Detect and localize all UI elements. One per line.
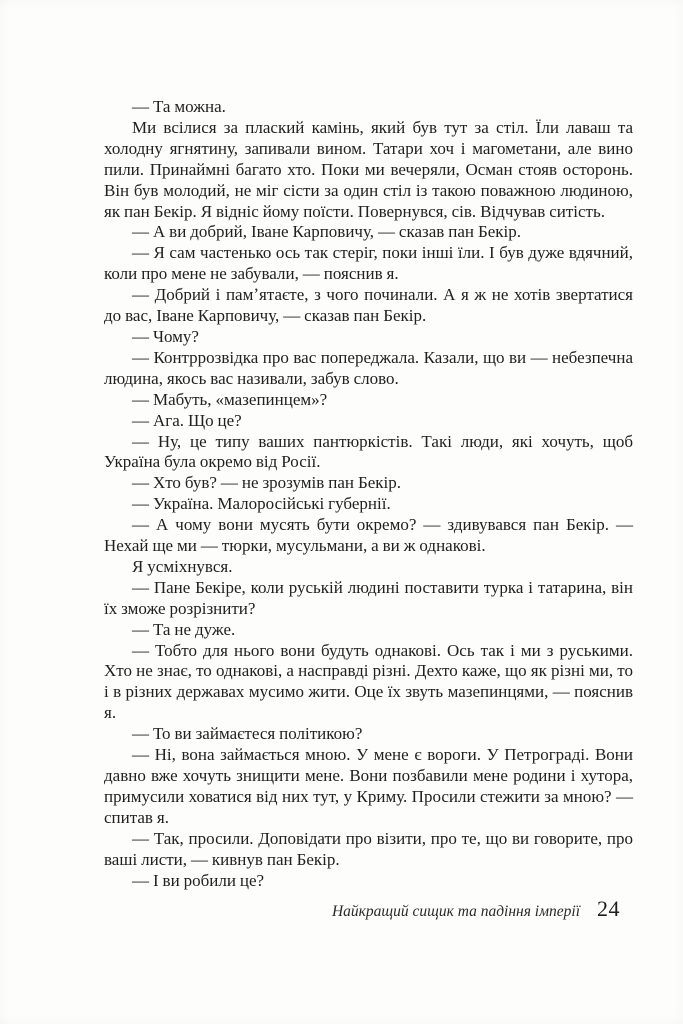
page-number: 24: [597, 896, 620, 921]
paragraph: — Мабуть, «мазепинцем»?: [132, 389, 328, 409]
paragraph: Я усміхнувся.: [132, 556, 233, 576]
paragraph: — Ні, вона займається мною. У мене є вороги. У Петрограді. Вони давно вже хочуть знищити мене. Вони позбавили мене родини і хутора, примусили ховатися від них тут, у Криму. Просили стежити за мною? — спитав я.: [104, 745, 633, 827]
paragraph: — Пане Бекіре, коли руській людині поставити турка і татарина, він їх зможе розрізнити?: [104, 577, 633, 618]
paragraph: — Хто був? — не зрозумів пан Бекір.: [132, 473, 401, 493]
paragraph: — А чому вони мусять бути окремо? — здивувався пан Бекір. — Нехай ще ми — тюрки, мусульмани, а ви ж однакові.: [104, 515, 633, 556]
paragraph: — Я сам частенько ось так стеріг, поки інші їли. І був дуже вдячний, коли про мене не забували, — пояснив я.: [104, 243, 633, 284]
paragraph: Ми всілися за плаский камінь, який був тут за стіл. Їли лаваш та холодну ягнятину, запивали вином. Татари хоч і магометани, але вино пили. Принаймні багато хто. Поки ми вечеряли, Осман стояв осторонь. Він був молодий, не міг сісти за один стіл із такою поважною людиною, як пан Бекір. Я відніс йому поїсти. Повернувся, сів. Відчував ситість.: [104, 117, 633, 221]
paragraph: — Тобто для нього вони будуть однакові. Ось так і ми з руськими. Хто не знає, то однакові, а насправді різні. Дехто каже, що як різні ми, то і в різних державах мусимо жити. Оце їх звуть мазепинцями, — пояснив я.: [104, 640, 633, 723]
paragraph: — То ви займаєтеся політикою?: [132, 724, 363, 744]
paragraph: — Україна. Малоросійські губернії.: [132, 494, 391, 514]
paragraph: — Ну, це типу ваших пантюркістів. Такі люди, які хочуть, щоб Україна була окремо від Росії.: [104, 431, 633, 472]
page-text: [104, 97, 633, 891]
paragraph: — Контррозвідка про вас попереджала. Казали, що ви — небезпечна людина, якось вас називали, забув слово.: [104, 347, 633, 388]
paragraph: — А ви добрий, Іване Карповичу, — сказав пан Бекір.: [132, 222, 521, 242]
paragraph: — Ага. Що це?: [132, 410, 242, 430]
paragraph: — Та можна.: [132, 97, 226, 116]
page-footer: [104, 896, 620, 922]
paragraph: — Так, просили. Доповідати про візити, про те, що ви говорите, про ваші листи, — кивнув пан Бекір.: [104, 828, 633, 869]
running-title: Найкращий сищик та падіння імперії: [331, 903, 580, 920]
paragraph: — Добрий і памʼятаєте, з чого починали. А я ж не хотів звертатися до вас, Іване Карповичу, — сказав пан Бекір.: [104, 285, 633, 326]
paragraph: — Та не дуже.: [132, 619, 236, 639]
paragraph: — Чому?: [132, 326, 199, 346]
paragraph: — І ви робили це?: [132, 870, 265, 890]
